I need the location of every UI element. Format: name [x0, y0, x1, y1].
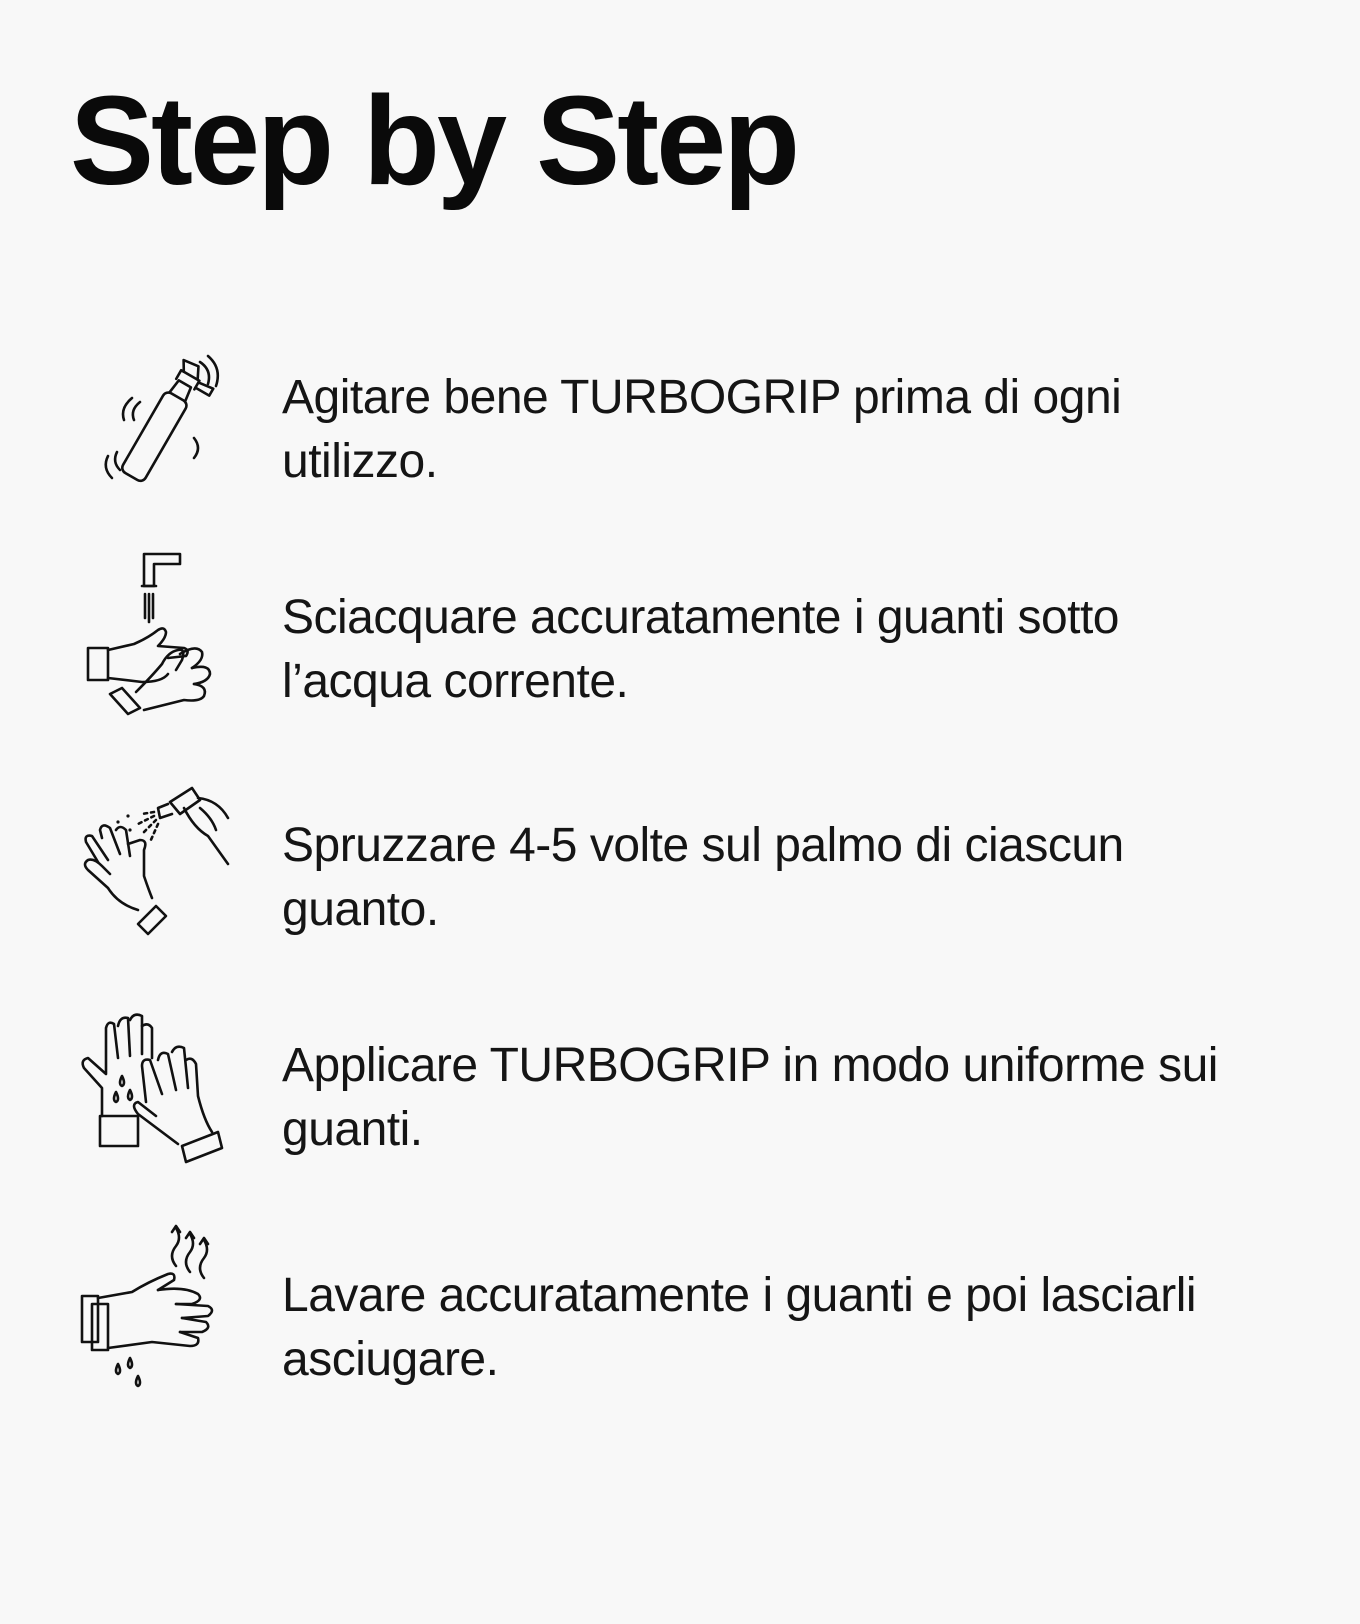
wash-and-dry-gloves-icon — [72, 1224, 242, 1394]
step-text: Spruzzare 4-5 volte sul palmo di ciascun guanto. — [282, 819, 1124, 936]
step-text: Lavare accuratamente i guanti e poi lasciarli asciugare. — [282, 1269, 1197, 1386]
step-text: Applicare TURBOGRIP in modo uniforme sui guanti. — [282, 1039, 1218, 1156]
page-title: Step by Step — [70, 70, 798, 211]
step-item — [0, 1250, 1360, 1450]
step-item — [0, 800, 1360, 1000]
step-item — [0, 570, 1360, 770]
apply-evenly-gloves-icon — [72, 998, 242, 1168]
step-text: Sciacquare accuratamente i guanti sotto l’acqua corrente. — [282, 591, 1119, 708]
step-text: Agitare bene TURBOGRIP prima di ogni utilizzo. — [282, 371, 1122, 488]
shake-spray-bottle-icon — [72, 338, 242, 508]
step-item — [0, 350, 1360, 550]
step-item — [0, 1020, 1360, 1220]
spray-on-glove-palm-icon — [68, 778, 238, 948]
rinse-gloves-under-tap-icon — [72, 552, 242, 722]
